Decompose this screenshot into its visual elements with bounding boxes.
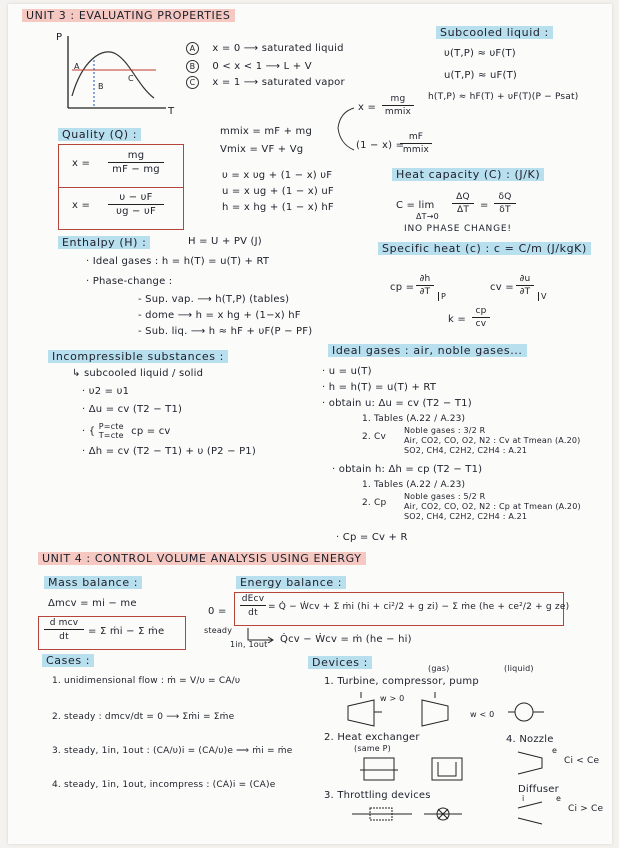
ideal-gases-l3-2c: SO2, CH4, C2H2, C2H4 : A.21 bbox=[404, 446, 528, 455]
quality-x2-num: υ − υF bbox=[108, 192, 164, 205]
specific-heat-cv-den: ∂T bbox=[519, 287, 531, 297]
energy-balance-steady: steady bbox=[204, 626, 233, 635]
heat-capacity-rhs-num: δQ bbox=[494, 192, 516, 204]
case-3: 3. steady, 1in, 1out : (CA/υ)i = (CA/υ)e ⟹ ṁi = ṁe bbox=[52, 746, 293, 756]
notes-page bbox=[8, 4, 612, 844]
ideal-gases-l4-2a: Noble gases : 5/2 R bbox=[404, 492, 486, 501]
ideal-gases-l3-2b: Air, CO2, CO, O2, N2 : Cv at Tmean (A.20) bbox=[404, 436, 581, 445]
heat-capacity-mid-num: ΔQ bbox=[452, 192, 474, 204]
mix-1mx-den: mmix bbox=[402, 145, 430, 155]
throttle-orifice-icon bbox=[424, 804, 464, 824]
mix-v-eq: υ = x υg + (1 − x) υF bbox=[222, 170, 333, 181]
ideal-gases-l4-2: 2. Cp bbox=[362, 498, 387, 508]
enthalpy-phase: · Phase-change : bbox=[86, 276, 173, 287]
enthalpy-sup: - Sup. vap. ⟶ h(T,P) (tables) bbox=[138, 294, 290, 305]
devices-d4-rel: Ci < Ce bbox=[564, 756, 600, 766]
mix-1mx-lhs: (1 − x) = bbox=[356, 140, 405, 151]
incompressible-title: Incompressible substances : bbox=[48, 350, 228, 363]
quality-title: Quality (Q) : bbox=[58, 128, 141, 141]
specific-heat-cp-sub: P bbox=[438, 292, 446, 301]
specific-heat-cp-num: ∂h bbox=[416, 274, 434, 286]
pt-label-c: C bbox=[128, 74, 134, 83]
devices-d2-sub: (same P) bbox=[354, 744, 391, 753]
pump-icon bbox=[508, 698, 548, 728]
energy-balance-den: dt bbox=[248, 608, 258, 618]
ideal-gases-l3-1: 1. Tables (A.22 / A.23) bbox=[362, 414, 466, 424]
ideal-gases-title: Ideal gases : air, noble gases... bbox=[328, 344, 527, 357]
ideal-gases-l4-2b: Air, CO2, CO, O2, N2 : Cp at Tmean (A.20) bbox=[404, 502, 581, 511]
specific-heat-cv-num: ∂u bbox=[516, 274, 534, 286]
enthalpy-def: H = U + PV (J) bbox=[188, 236, 262, 247]
specific-heat-k-num: cp bbox=[472, 306, 490, 318]
devices-title: Devices : bbox=[308, 656, 372, 669]
diffuser-icon bbox=[516, 800, 546, 826]
diffuser-exit: e bbox=[556, 794, 562, 803]
case-2: 2. steady : dmcv/dt = 0 ⟶ Σṁi = Σṁe bbox=[52, 712, 235, 722]
energy-balance-note-a: 1in, 1out bbox=[230, 640, 268, 649]
mix-x-den: mmix bbox=[384, 107, 412, 117]
devices-d2: 2. Heat exchanger bbox=[324, 732, 420, 743]
ideal-gases-l4-1: 1. Tables (A.22 / A.23) bbox=[362, 480, 466, 490]
energy-balance-note-b: Q̇cv − Ẇcv = ṁ (he − hi) bbox=[280, 634, 412, 645]
quality-x1-den: mF − mg bbox=[112, 164, 160, 175]
pt-axis-p: P bbox=[56, 32, 63, 43]
incompressible-l2: · Δu = cv (T2 − T1) bbox=[82, 404, 183, 415]
quality-x2-lhs: x = bbox=[72, 200, 91, 211]
specific-heat-cv: cv = bbox=[490, 282, 514, 293]
energy-balance-arrow bbox=[246, 628, 276, 644]
incompressible-l4: · Δh = cv (T2 − T1) + υ (P2 − P1) bbox=[82, 446, 256, 457]
specific-heat-cv-sub: V bbox=[538, 292, 547, 301]
enthalpy-dome: - dome ⟶ h = x hg + (1−x) hF bbox=[138, 310, 301, 321]
ideal-gases-l2: · h = h(T) = u(T) + RT bbox=[322, 382, 437, 393]
ideal-gases-l1: · u = u(T) bbox=[322, 366, 372, 377]
quality-x2-den: υg − υF bbox=[116, 206, 156, 217]
ideal-gases-l3: · obtain u: Δu = cv (T2 − T1) bbox=[322, 398, 472, 409]
devices-d3: 3. Throttling devices bbox=[324, 790, 431, 801]
heat-exchanger-icon-2 bbox=[428, 756, 468, 784]
specific-heat-title: Specific heat (c) : c = C/m (J/kgK) bbox=[378, 242, 591, 255]
devices-w-pos: w > 0 bbox=[380, 694, 405, 703]
mix-1mx-num: mF bbox=[400, 132, 432, 144]
devices-w-neg: w < 0 bbox=[470, 710, 495, 719]
nozzle-exit: e bbox=[552, 746, 558, 755]
devices-diffuser-rel: Ci > Ce bbox=[568, 804, 604, 814]
compressor-icon bbox=[418, 698, 458, 728]
mix-u-eq: u = x ug + (1 − x) uF bbox=[222, 186, 334, 197]
mix-x-num: mg bbox=[382, 94, 414, 106]
mix-volume: Vmix = VF + Vg bbox=[220, 144, 304, 155]
devices-diffuser: Diffuser bbox=[518, 784, 559, 795]
pt-axis-t: T bbox=[168, 106, 175, 117]
enthalpy-title: Enthalpy (H) : bbox=[58, 236, 150, 249]
nozzle-icon bbox=[516, 750, 546, 776]
turbine-icon bbox=[344, 698, 384, 728]
specific-heat-cp: cp = bbox=[390, 282, 415, 293]
specific-heat-k: k = bbox=[448, 314, 466, 325]
pt-label-b: B bbox=[98, 82, 104, 91]
throttle-valve-icon bbox=[352, 806, 412, 826]
pt-diagram bbox=[58, 36, 178, 116]
heat-capacity-eq: = bbox=[480, 200, 489, 211]
mix-h-eq: h = x hg + (1 − x) hF bbox=[222, 202, 334, 213]
energy-balance-num: dEcv bbox=[241, 594, 265, 604]
incompressible-l3: · { P=cte T=cte cp = cv bbox=[82, 422, 171, 440]
quality-x1-lhs: x = bbox=[72, 158, 91, 169]
mass-balance-num: d mcv bbox=[44, 618, 84, 630]
energy-balance-rhs: = Q̇ − Ẇcv + Σ ṁi (hi + ci²/2 + g zi) − Σ ṁe (he + ce²/2 + g ze) bbox=[268, 602, 570, 612]
heat-exchanger-icon-1 bbox=[360, 756, 400, 784]
mix-brace bbox=[336, 104, 356, 154]
devices-d4: 4. Nozzle bbox=[506, 734, 554, 745]
devices-gas: (gas) bbox=[428, 664, 450, 673]
unit4-title: UNIT 4 : CONTROL VOLUME ANALYSIS USING ENERGY bbox=[38, 552, 366, 565]
heat-capacity-lhs: C = lim bbox=[396, 200, 435, 211]
enthalpy-sub: - Sub. liq. ⟶ h ≈ hF + υF(P − PF) bbox=[138, 326, 313, 337]
heat-capacity-lim: ΔT→0 bbox=[416, 212, 439, 221]
ideal-gases-l3-2a: Noble gases : 3/2 R bbox=[404, 426, 486, 435]
mix-x-lhs: x = bbox=[358, 102, 377, 113]
mix-mass: mmix = mF + mg bbox=[220, 126, 313, 137]
subcooled-line-1: υ(T,P) ≈ υF(T) bbox=[444, 48, 516, 59]
cases-title: Cases : bbox=[42, 654, 94, 667]
heat-capacity-title: Heat capacity (C) : (J/K) bbox=[392, 168, 544, 181]
energy-balance-zero: 0 = bbox=[208, 606, 227, 617]
ideal-gases-l4-2c: SO2, CH4, C2H2, C2H4 : A.21 bbox=[404, 512, 528, 521]
subcooled-title: Subcooled liquid : bbox=[436, 26, 553, 39]
unit3-title: UNIT 3 : EVALUATING PROPERTIES bbox=[22, 9, 235, 22]
case-4: 4. steady, 1in, 1out, incompress : (CA)i = (CA)e bbox=[52, 780, 276, 790]
quality-x1-num: mg bbox=[108, 150, 164, 163]
mass-balance-l1: Δmcv = mi − me bbox=[48, 598, 137, 609]
ideal-gases-l3-2: 2. Cv bbox=[362, 432, 387, 442]
incompressible-l1: · υ2 = υ1 bbox=[82, 386, 130, 397]
mass-balance-den: dt bbox=[59, 632, 69, 642]
heat-capacity-rhs-den: δT bbox=[499, 205, 511, 215]
subcooled-line-2: u(T,P) ≈ uF(T) bbox=[444, 70, 517, 81]
specific-heat-k-den: cv bbox=[475, 319, 487, 329]
enthalpy-ideal: · Ideal gases : h = h(T) = u(T) + RT bbox=[86, 256, 270, 267]
incompressible-sub: ↳ subcooled liquid / solid bbox=[72, 368, 204, 379]
state-a: A x = 0 ⟶ saturated liquid bbox=[186, 42, 344, 55]
heat-capacity-mid-den: ΔT bbox=[456, 205, 470, 215]
energy-balance-title: Energy balance : bbox=[236, 576, 346, 589]
specific-heat-cp-den: ∂T bbox=[419, 287, 431, 297]
ideal-gases-l4: · obtain h: Δh = cp (T2 − T1) bbox=[332, 464, 483, 475]
mass-balance-rhs: = Σ ṁi − Σ ṁe bbox=[88, 626, 165, 637]
mass-balance-title: Mass balance : bbox=[44, 576, 142, 589]
state-c: C x = 1 ⟶ saturated vapor bbox=[186, 76, 345, 89]
pt-label-a: A bbox=[74, 62, 80, 71]
devices-d1: 1. Turbine, compressor, pump bbox=[324, 676, 479, 687]
ideal-gases-l5: · Cp = Cv + R bbox=[336, 532, 408, 543]
case-1: 1. unidimensional flow : ṁ = V/υ = CA/υ bbox=[52, 676, 241, 686]
heat-capacity-note: INO PHASE CHANGE! bbox=[404, 224, 512, 234]
state-b: B 0 < x < 1 ⟶ L + V bbox=[186, 60, 312, 73]
subcooled-line-3: h(T,P) ≈ hF(T) + υF(T)(P − Psat) bbox=[428, 92, 579, 102]
devices-liquid: (liquid) bbox=[504, 664, 534, 673]
diffuser-inlet: i bbox=[522, 794, 525, 803]
